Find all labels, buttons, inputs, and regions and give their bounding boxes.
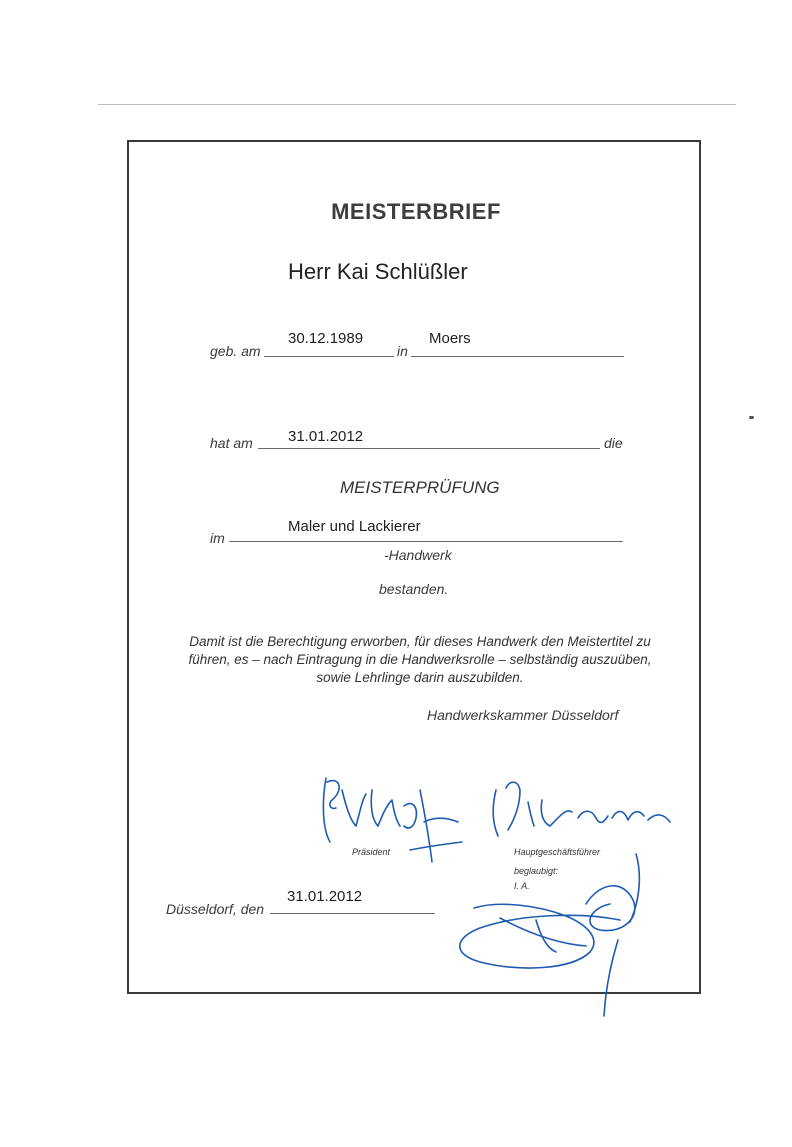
trade-line <box>229 541 623 542</box>
birth-date-value: 30.12.1989 <box>288 330 364 347</box>
exam-date-suffix: die <box>604 435 623 451</box>
birth-date-line <box>264 356 394 357</box>
passed-text: bestanden. <box>379 581 449 597</box>
exam-date-value: 31.01.2012 <box>288 428 364 445</box>
birth-date-label: geb. am <box>210 343 261 359</box>
recipient-name: Herr Kai Schlüßler <box>288 259 468 284</box>
president-label: Präsident <box>352 847 391 857</box>
top-rule <box>98 104 736 105</box>
place-date-label: Düsseldorf, den <box>166 901 265 917</box>
birth-place-value: Moers <box>429 330 471 347</box>
trade-value: Maler und Lackierer <box>288 518 421 535</box>
birth-place-label: in <box>397 343 408 359</box>
place-date-line <box>270 913 435 914</box>
exam-date-label: hat am <box>210 435 253 451</box>
exam-date-line <box>258 448 600 449</box>
exam-title: MEISTERPRÜFUNG <box>340 478 500 497</box>
manager-label: Hauptgeschäftsführer <box>514 847 601 857</box>
place-date-value: 31.01.2012 <box>287 888 363 905</box>
trade-suffix: -Handwerk <box>384 547 452 563</box>
trade-label: im <box>210 530 225 546</box>
ia-label: I. A. <box>514 881 530 891</box>
birth-place-line <box>411 356 624 357</box>
scan-speck <box>749 416 754 419</box>
certified-label: beglaubigt: <box>514 866 559 876</box>
issuer-name: Handwerkskammer Düsseldorf <box>427 707 619 723</box>
statement-paragraph: Damit ist die Berechtigung erworben, für dieses Handwerk den Meistertitel zu führen, es – nach Eintragung in die Handwerksrolle – selbständig auszuüben, sowie Lehrlinge darin auszubilden. <box>188 634 652 685</box>
certificate-title: MEISTERBRIEF <box>331 199 501 224</box>
